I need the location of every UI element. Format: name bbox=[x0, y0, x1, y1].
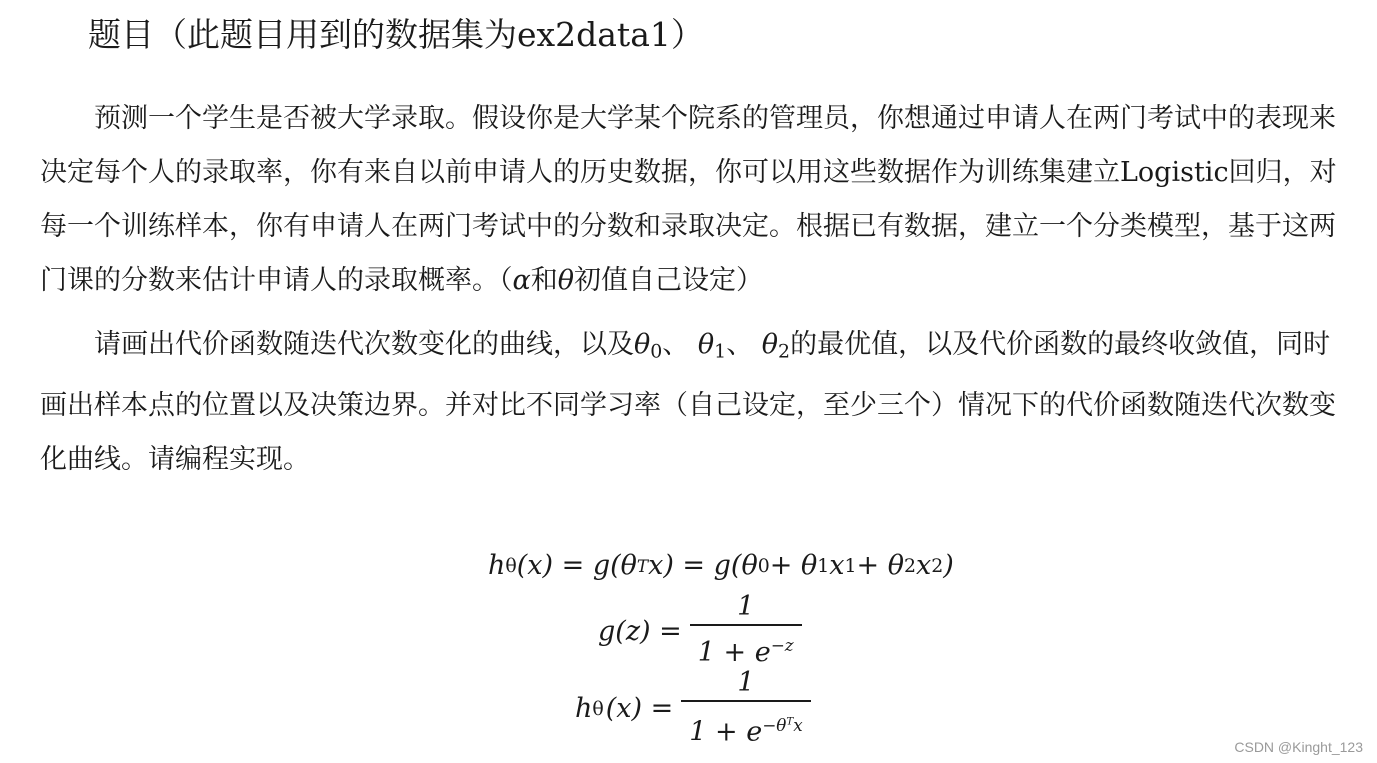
and-text: 和 bbox=[530, 265, 558, 296]
theta-symbol: θ bbox=[557, 265, 574, 296]
csdn-watermark: CSDN @Kinght_123 bbox=[1234, 739, 1363, 755]
paragraph-requirements-text: 请画出代价函数随迭代次数变化的曲线，以及 bbox=[94, 329, 634, 360]
hypothesis-sigmoid-formula: h θ (x) = $\frac{1}{1 + e^{-\theta^Tx}}$ bbox=[575, 666, 811, 752]
page-title: 题目（此题目用到的数据集为ex2data1） bbox=[88, 15, 704, 54]
alpha-symbol: α bbox=[512, 265, 531, 296]
paragraph-requirements bbox=[40, 318, 1340, 487]
separator: 、 bbox=[662, 329, 698, 360]
paragraph-requirements-end: 的最优值，以及代价函数的最终收敛值，同时画出样本点的位置以及决策边界。并对比不同学习率（自己设定，至少三个）情况下的代价函数随迭代次数变化曲线。请编程实现。 bbox=[40, 329, 1336, 475]
hypothesis-formula: h θ (x) = g(θ T x) = g(θ 0 + θ 1 x 1 + θ 2 x 2 ) bbox=[488, 550, 954, 581]
theta1-symbol: $\theta_1$ bbox=[697, 329, 727, 363]
problem-description bbox=[40, 92, 1340, 487]
sigmoid-fraction: $\frac{1}{1 + e^{-z}}$ bbox=[690, 590, 802, 672]
paragraph-task-text: 预测一个学生是否被大学录取。假设你是大学某个院系的管理员，你想通过申请人在两门考试中的表现来决定每个人的录取率，你有来自以前申请人的历史数据，你可以用这些数据作为训练集建立Logistic回归，对每一个训练样本，你有申请人在两门考试中的分数和录取决定。根据已有数据，建立一个分类模型，基于这两门课的分数来估计申请人的录取概率。（ bbox=[40, 103, 1337, 296]
paragraph-task-end: 初值自己设定） bbox=[574, 265, 763, 296]
separator: 、 bbox=[726, 329, 762, 360]
theta0-symbol: $\theta_0$ bbox=[634, 329, 663, 363]
paragraph-task bbox=[40, 92, 1340, 308]
sigmoid-formula: g(z) = $\frac{1}{1 + e^{-z}}$ bbox=[598, 590, 802, 672]
hypothesis-fraction: $\frac{1}{1 + e^{-\theta^Tx}}$ bbox=[681, 666, 810, 752]
theta2-symbol: $\theta_2$ bbox=[761, 329, 791, 363]
